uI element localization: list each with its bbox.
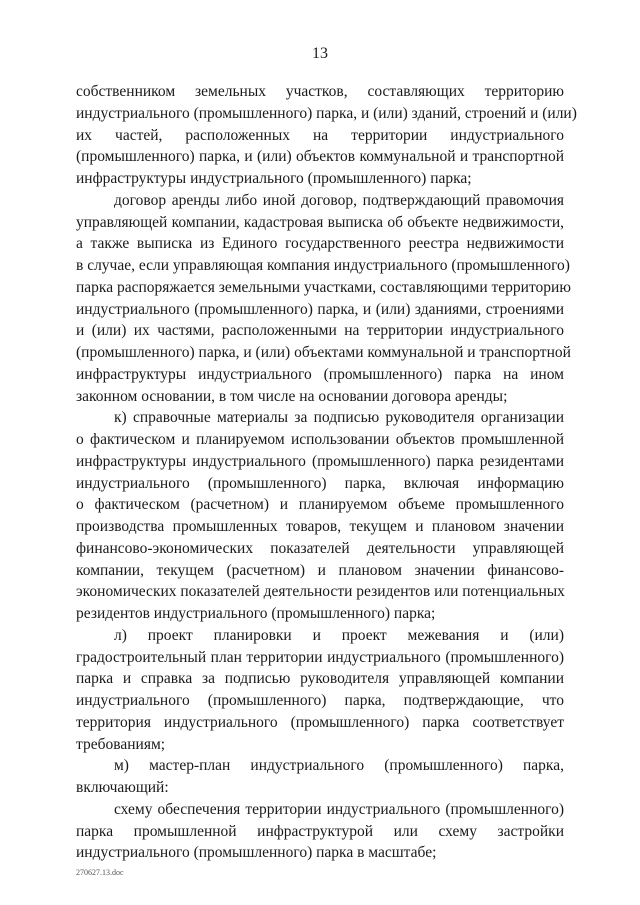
text-line: требованиям; xyxy=(76,735,166,753)
text-line: индустриального (промышленного) парка, подтверждающие, что xyxy=(76,692,564,709)
text-line: парка распоряжается земельными участками, составляющими территорию xyxy=(76,278,571,296)
text-line: индустриального (промышленного) парка, и (или) зданиями, строениями xyxy=(76,300,564,318)
text-line: их частей, расположенных на территории индустриального xyxy=(76,126,564,144)
text-line: а также выписка из Единого государственного реестра недвижимости xyxy=(76,235,564,253)
text-line: производства промышленных товаров, текущем и плановом значении xyxy=(76,518,564,535)
page-number: 13 xyxy=(312,45,328,62)
text-line: парка и справка за подписью руководителя управляющей компании xyxy=(76,670,564,688)
text-line: компании, текущем (расчетном) и плановом значении финансово- xyxy=(76,561,564,579)
text-line: парка промышленной инфраструктурой или схему застройки xyxy=(76,822,564,840)
text-line: о фактическом (расчетном) и планируемом объеме промышленного xyxy=(76,496,564,514)
text-line: м) мастер-план индустриального (промышленного) парка, xyxy=(114,757,564,775)
text-line: и (или) их частями, расположенными на территории индустриального xyxy=(76,322,564,340)
text-line: экономических показателей деятельности резидентов или потенциальных xyxy=(76,583,565,601)
text-line: инфраструктуры индустриального (промышленного) парка на ином xyxy=(76,365,564,383)
text-line: инфраструктуры индустриального (промышленного) парка; xyxy=(76,170,472,187)
document-body xyxy=(76,81,577,864)
file-name-footer: 270627.13.doc xyxy=(76,868,124,877)
text-line: (промышленного) парка, и (или) объектами коммунальной и транспортной xyxy=(76,344,571,361)
text-line: градостроительный план территории индустриального (промышленного) xyxy=(76,648,564,666)
text-line: индустриального (промышленного) парка, и (или) зданий, строений и (или) xyxy=(76,104,577,122)
text-line: о фактическом и планируемом использовании объектов промышленной xyxy=(76,431,564,448)
text-line: к) справочные материалы за подписью руководителя организации xyxy=(114,409,564,427)
text-line: в случае, если управляющая компания индустриального (промышленного) xyxy=(76,257,570,274)
text-line: территория индустриального (промышленного) парка соответствует xyxy=(76,713,564,731)
text-line: собственником земельных участков, составляющих территорию xyxy=(76,83,564,100)
text-line: индустриального (промышленного) парка, включая информацию xyxy=(76,474,564,492)
text-line: финансово-экономических показателей деятельности управляющей xyxy=(76,539,564,557)
text-line: инфраструктуры индустриального (промышленного) парка резидентами xyxy=(76,452,564,470)
text-line: резидентов индустриального (промышленного) парка; xyxy=(76,605,436,622)
text-line: схему обеспечения территории индустриального (промышленного) xyxy=(114,800,564,818)
text-line: управляющей компании, кадастровая выписка об объекте недвижимости, xyxy=(76,213,564,231)
text-line: законном основании, в том числе на основании договора аренды; xyxy=(76,387,508,405)
text-line: договор аренды либо иной договор, подтверждающий правомочия xyxy=(114,191,564,209)
text-line: включающий: xyxy=(76,779,169,796)
text-line: л) проект планировки и проект межевания и (или) xyxy=(114,626,564,644)
text-line: (промышленного) парка, и (или) объектов коммунальной и транспортной xyxy=(76,148,564,166)
text-line: индустриального (промышленного) парка в масштабе; xyxy=(76,844,437,862)
